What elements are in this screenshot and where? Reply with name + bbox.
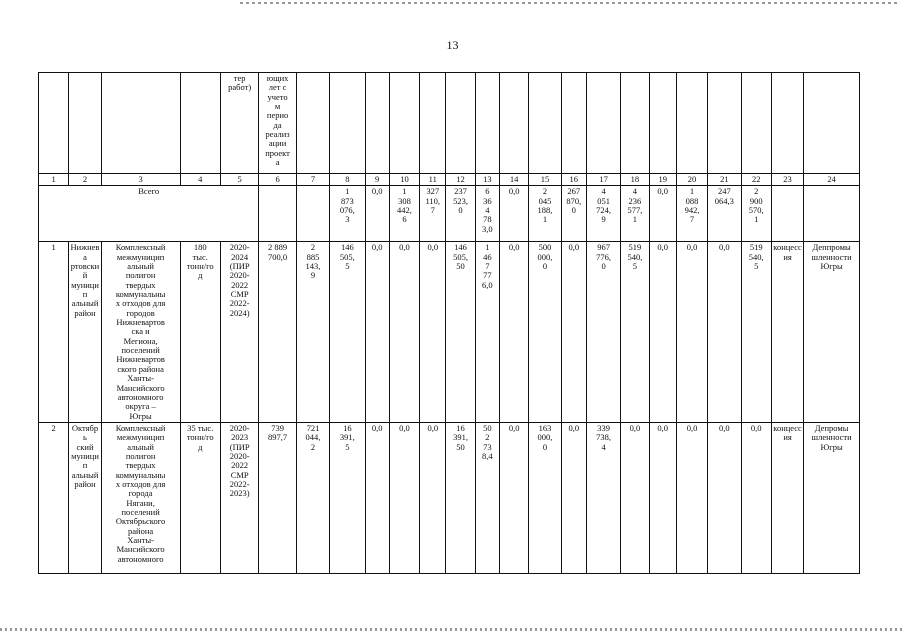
- table-cell: 2 889 700,0: [259, 242, 296, 423]
- total-cell: [804, 186, 860, 242]
- column-number: 16: [561, 174, 586, 186]
- table-cell: 50 2 73 8,4: [475, 422, 499, 573]
- header-cell: [180, 73, 220, 174]
- table-cell: 2: [39, 422, 69, 573]
- column-number: 21: [708, 174, 741, 186]
- table-row: [39, 242, 860, 423]
- table-cell: 0,0: [741, 422, 771, 573]
- total-cell: [296, 186, 329, 242]
- table-cell: 0,0: [420, 242, 446, 423]
- table-cell: 2020- 2023 (ПИР 2020- 2022 СМР 2022- 2023): [220, 422, 258, 573]
- column-number: 9: [365, 174, 389, 186]
- total-cell: 1 088 942, 7: [676, 186, 707, 242]
- table-cell: 0,0: [621, 422, 649, 573]
- column-number: 20: [676, 174, 707, 186]
- table-cell: Деппромы шленности Югры: [804, 242, 860, 423]
- total-cell: 1 308 442, 6: [389, 186, 419, 242]
- page-number: 13: [446, 38, 459, 52]
- header-cell: [586, 73, 620, 174]
- table-cell: 500 000, 0: [529, 242, 561, 423]
- table-cell: 0,0: [708, 422, 741, 573]
- column-number: 3: [101, 174, 180, 186]
- table-cell: Депромы шленности Югры: [804, 422, 860, 573]
- total-cell: 0,0: [649, 186, 676, 242]
- table-cell: Нижнева ртовски й муницип альный район: [69, 242, 101, 423]
- table-cell: 2 885 143, 9: [296, 242, 329, 423]
- header-cell: ющих лет с учето м перио да реализ ации проект а: [259, 73, 296, 174]
- header-cell: [475, 73, 499, 174]
- table-cell: 0,0: [389, 422, 419, 573]
- column-number: 17: [586, 174, 620, 186]
- table-cell: концесс ия: [771, 242, 803, 423]
- table-cell: 1: [39, 242, 69, 423]
- total-cell: 267 870, 0: [561, 186, 586, 242]
- column-number: 8: [330, 174, 365, 186]
- header-cell: [446, 73, 475, 174]
- table-cell: 163 000, 0: [529, 422, 561, 573]
- table-cell: 0,0: [649, 422, 676, 573]
- table-cell: 519 540, 5: [741, 242, 771, 423]
- column-number: 18: [621, 174, 649, 186]
- column-number: 4: [180, 174, 220, 186]
- table-cell: 35 тыс. тонн/го д: [180, 422, 220, 573]
- total-cell: 247 064,3: [708, 186, 741, 242]
- table-cell: 721 044, 2: [296, 422, 329, 573]
- column-number: 10: [389, 174, 419, 186]
- header-cell: [499, 73, 528, 174]
- column-number: 14: [499, 174, 528, 186]
- column-number: 11: [420, 174, 446, 186]
- header-cell: [804, 73, 860, 174]
- column-number: 23: [771, 174, 803, 186]
- table-row: [39, 422, 860, 573]
- column-number: 12: [446, 174, 475, 186]
- table-cell: 0,0: [420, 422, 446, 573]
- table-cell: 0,0: [365, 242, 389, 423]
- header-cell: [296, 73, 329, 174]
- table-cell: 339 738, 4: [586, 422, 620, 573]
- header-continuation-row: [39, 73, 860, 174]
- table-cell: 146 505, 5: [330, 242, 365, 423]
- table-cell: концесс ия: [771, 422, 803, 573]
- column-number: 15: [529, 174, 561, 186]
- table-cell: 0,0: [676, 422, 707, 573]
- total-cell: 237 523, 0: [446, 186, 475, 242]
- table-cell: Октябрь ский муницип альный район: [69, 422, 101, 573]
- scan-edge-bottom: [0, 628, 905, 631]
- header-cell: [101, 73, 180, 174]
- table-cell: 0,0: [365, 422, 389, 573]
- table-cell: 1 46 7 77 6,0: [475, 242, 499, 423]
- column-number: 24: [804, 174, 860, 186]
- column-number: 5: [220, 174, 258, 186]
- header-cell: [741, 73, 771, 174]
- header-cell: [621, 73, 649, 174]
- column-number: 1: [39, 174, 69, 186]
- header-cell: тер работ): [220, 73, 258, 174]
- table-cell: 180 тыс. тонн/го д: [180, 242, 220, 423]
- total-row: [39, 186, 860, 242]
- column-number: 19: [649, 174, 676, 186]
- total-cell: [259, 186, 296, 242]
- header-cell: [420, 73, 446, 174]
- scan-edge-top: [240, 2, 900, 4]
- total-cell: 2 045 188, 1: [529, 186, 561, 242]
- table-cell: 0,0: [561, 242, 586, 423]
- header-cell: [389, 73, 419, 174]
- header-cell: [69, 73, 101, 174]
- table-cell: 16 391, 5: [330, 422, 365, 573]
- total-cell: 4 236 577, 1: [621, 186, 649, 242]
- table-cell: 0,0: [499, 422, 528, 573]
- table-cell: Комплексный межмуницип альный полигон твердых коммунальны х отходов для города Нягани, поселений Октябрьского района Ханты- Мансийского автономного: [101, 422, 180, 573]
- header-cell: [39, 73, 69, 174]
- header-cell: [676, 73, 707, 174]
- total-cell: 0,0: [499, 186, 528, 242]
- table-cell: 0,0: [389, 242, 419, 423]
- header-cell: [561, 73, 586, 174]
- table-cell: 0,0: [561, 422, 586, 573]
- table-cell: 0,0: [499, 242, 528, 423]
- column-number: 2: [69, 174, 101, 186]
- header-cell: [365, 73, 389, 174]
- table-cell: 967 776, 0: [586, 242, 620, 423]
- total-label: Всего: [39, 186, 259, 242]
- header-cell: [649, 73, 676, 174]
- header-cell: [529, 73, 561, 174]
- total-cell: 2 900 570, 1: [741, 186, 771, 242]
- table-cell: 0,0: [708, 242, 741, 423]
- column-number-row: [39, 174, 860, 186]
- header-cell: [330, 73, 365, 174]
- table-cell: 0,0: [649, 242, 676, 423]
- column-number: 22: [741, 174, 771, 186]
- table-cell: 0,0: [676, 242, 707, 423]
- total-cell: 1 873 076, 3: [330, 186, 365, 242]
- total-cell: [771, 186, 803, 242]
- table-cell: 146 505, 50: [446, 242, 475, 423]
- table-cell: 739 897,7: [259, 422, 296, 573]
- total-cell: 0,0: [365, 186, 389, 242]
- column-number: 6: [259, 174, 296, 186]
- total-cell: 6 36 4 78 3,0: [475, 186, 499, 242]
- investment-table: [38, 72, 860, 574]
- column-number: 7: [296, 174, 329, 186]
- header-cell: [708, 73, 741, 174]
- total-cell: 327 110, 7: [420, 186, 446, 242]
- table-cell: 519 540, 5: [621, 242, 649, 423]
- total-cell: 4 051 724, 9: [586, 186, 620, 242]
- table-cell: 2020- 2024 (ПИР 2020- 2022 СМР 2022- 2024): [220, 242, 258, 423]
- header-cell: [771, 73, 803, 174]
- table-cell: Комплексный межмуницип альный полигон твердых коммунальны х отходов для городов Нижневартов ска и Мегиона, поселений Нижневартов ского района Ханты- Мансийского автономного округа – Югры: [101, 242, 180, 423]
- table-cell: 16 391, 50: [446, 422, 475, 573]
- column-number: 13: [475, 174, 499, 186]
